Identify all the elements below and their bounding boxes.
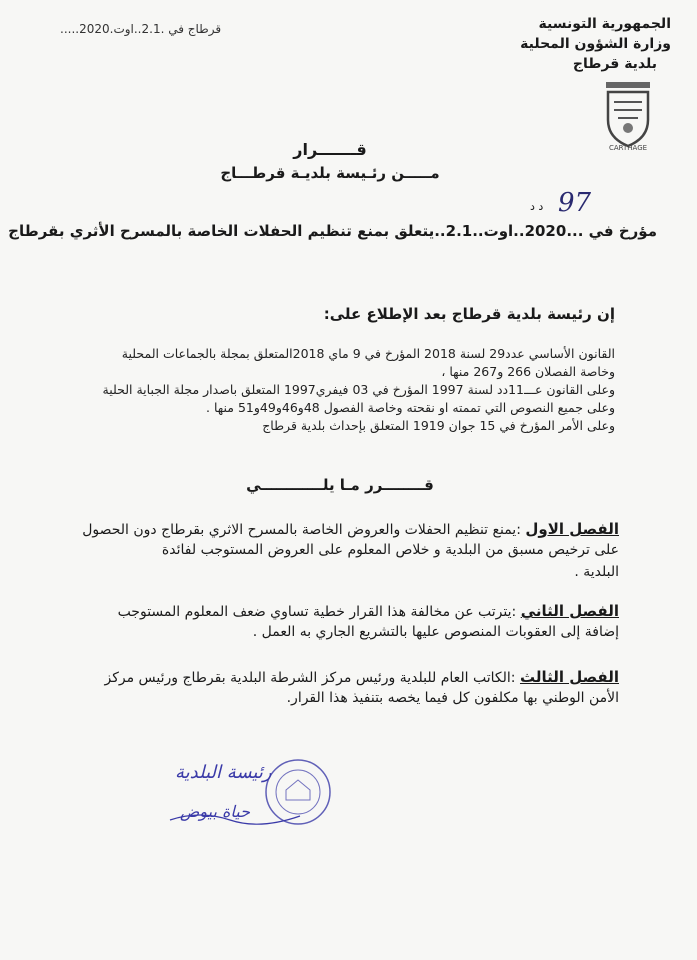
reference-line: وعلى الأمر المؤرخ في 15 جوان 1919 المتعلق بإحداث بلدية قرطاج [262, 418, 615, 433]
intro-text: إن رئيسة بلدية قرطاج بعد الإطلاع على: [323, 305, 615, 323]
header-municipality: بلدية قرطاج [572, 56, 657, 72]
article-2-line: إضافة إلى العقوبات المنصوص عليها بالتشريع الجاري به العمل . [252, 624, 619, 640]
decree-number-prefix: د د [530, 200, 544, 213]
article-3-heading: الفصل الثالث [519, 668, 619, 686]
article-3-text: :الكاتب العام للبلدية ورئيس مركز الشرطة البلدية بقرطاج ورئيس مركز [104, 670, 516, 686]
reference-line: وخاصة الفصلان 266 و267 منها ، [441, 364, 615, 379]
decides-heading: قــــــــرر مـا يلــــــــــــي [246, 476, 434, 494]
article-1-heading: الفصل الاول [525, 520, 619, 538]
decree-subject: مؤرخ في ...2020..اوت..2.1..يتعلق بمنع تنظيم الحفلات الخاصة بالمسرح الأثري بقرطاج [8, 222, 657, 240]
article-3-first-line [104, 668, 619, 686]
decree-number: 97 [558, 188, 592, 218]
decree-issuer: مـــــن رئـيسة بلديـة قرطـــاج [220, 164, 440, 182]
header-republic: الجمهورية التونسية [538, 16, 671, 32]
article-2-text: :يترتب عن مخالفة هذا القرار خطية تساوي ضعف المعلوم المستوجب [117, 604, 517, 620]
signatory-title: رئيسة البلدية [175, 762, 272, 783]
header-ministry: وزارة الشؤون المحلية [520, 36, 671, 52]
article-3-line: الأمن الوطني بها مكلفون كل فيما يخصه بتنفيذ هذا القرار. [286, 690, 619, 706]
article-1-first-line [82, 520, 619, 538]
reference-line: وعلى القانون عـــ11دد لسنة 1997 المؤرخ في 03 فيفري1997 المتعلق باصدار مجلة الجباية الحلية [102, 382, 615, 397]
article-1-text: :يمنع تنظيم الحفلات والعروض الخاصة بالمسرح الاثري بقرطاج دون الحصول [82, 522, 521, 538]
article-1-line: البلدية . [574, 564, 619, 580]
signatory-name: حياة بيوض [180, 802, 250, 821]
date-line: قرطاج في .2.1..اوت.2020..... [60, 22, 222, 36]
logo-text: CARTHAGE [608, 144, 648, 152]
article-2-heading: الفصل الثاني [520, 602, 619, 620]
article-1-line: على ترخيص مسبق من البلدية و خلاص المعلوم على العروض المستوجب لفائدة [161, 542, 619, 558]
reference-line: القانون الأساسي عدد29 لسنة 2018 المؤرخ في 9 ماي 2018المتعلق بمجلة بالجماعات المحلية [121, 346, 615, 361]
article-2-first-line [118, 602, 619, 620]
reference-line: وعلى جميع النصوص التي تممته او نقحته وخاصة الفصول 48و46و49و51 منها . [206, 400, 615, 415]
decree-title: قـــــــرار [293, 140, 367, 159]
carthage-municipality-seal-icon [600, 78, 656, 152]
